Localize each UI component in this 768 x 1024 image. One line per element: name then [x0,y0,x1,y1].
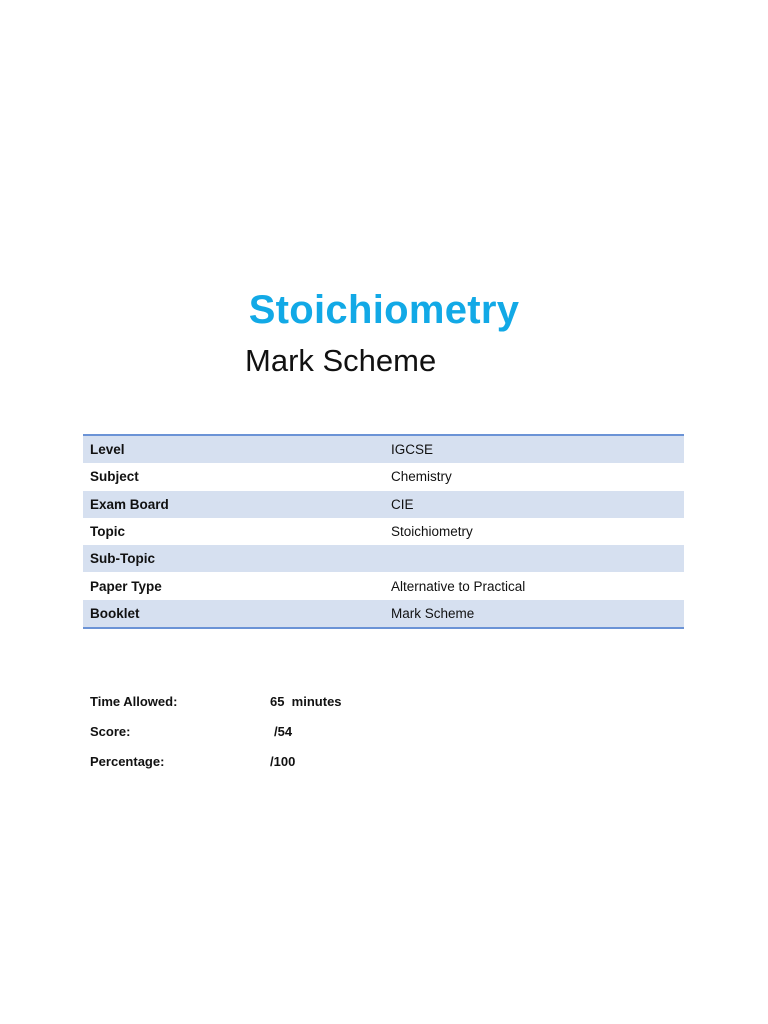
table-row [83,463,684,490]
time-allowed-row [90,690,490,720]
table-row [83,435,684,463]
table-row [83,491,684,518]
score-row [90,720,490,750]
row-label-subject: Subject [90,469,139,485]
row-label-level: Level [83,435,384,463]
score-value: /54 [274,724,293,739]
row-value-paper-type: Alternative to Practical [391,578,526,594]
row-value-subject: Chemistry [391,469,452,485]
time-allowed-value: 65 minutes [270,694,342,709]
document-title: Stoichiometry [248,288,520,332]
row-label-booklet: Booklet [83,600,384,628]
row-value-level: IGCSE [384,435,684,463]
percentage-value: /100 [270,754,296,769]
row-label-paper-type: Paper Type [90,578,162,594]
time-allowed-label: Time Allowed: [90,694,178,709]
document-subtitle: Mark Scheme [245,343,437,378]
row-value-topic: Stoichiometry [391,524,473,540]
score-label: Score: [90,724,131,739]
row-label-sub-topic: Sub-Topic [83,545,384,572]
stats-block [90,690,490,780]
info-table [83,434,684,629]
percentage-label: Percentage: [90,754,165,769]
row-value-booklet: Mark Scheme [384,600,684,628]
row-value-sub-topic [384,545,684,572]
table-row [83,518,684,545]
row-label-topic: Topic [90,524,125,540]
table-row [83,545,684,572]
row-value-exam-board: CIE [384,491,684,518]
table-row [83,572,684,599]
row-label-exam-board: Exam Board [83,491,384,518]
table-row [83,600,684,628]
percentage-row [90,750,490,780]
